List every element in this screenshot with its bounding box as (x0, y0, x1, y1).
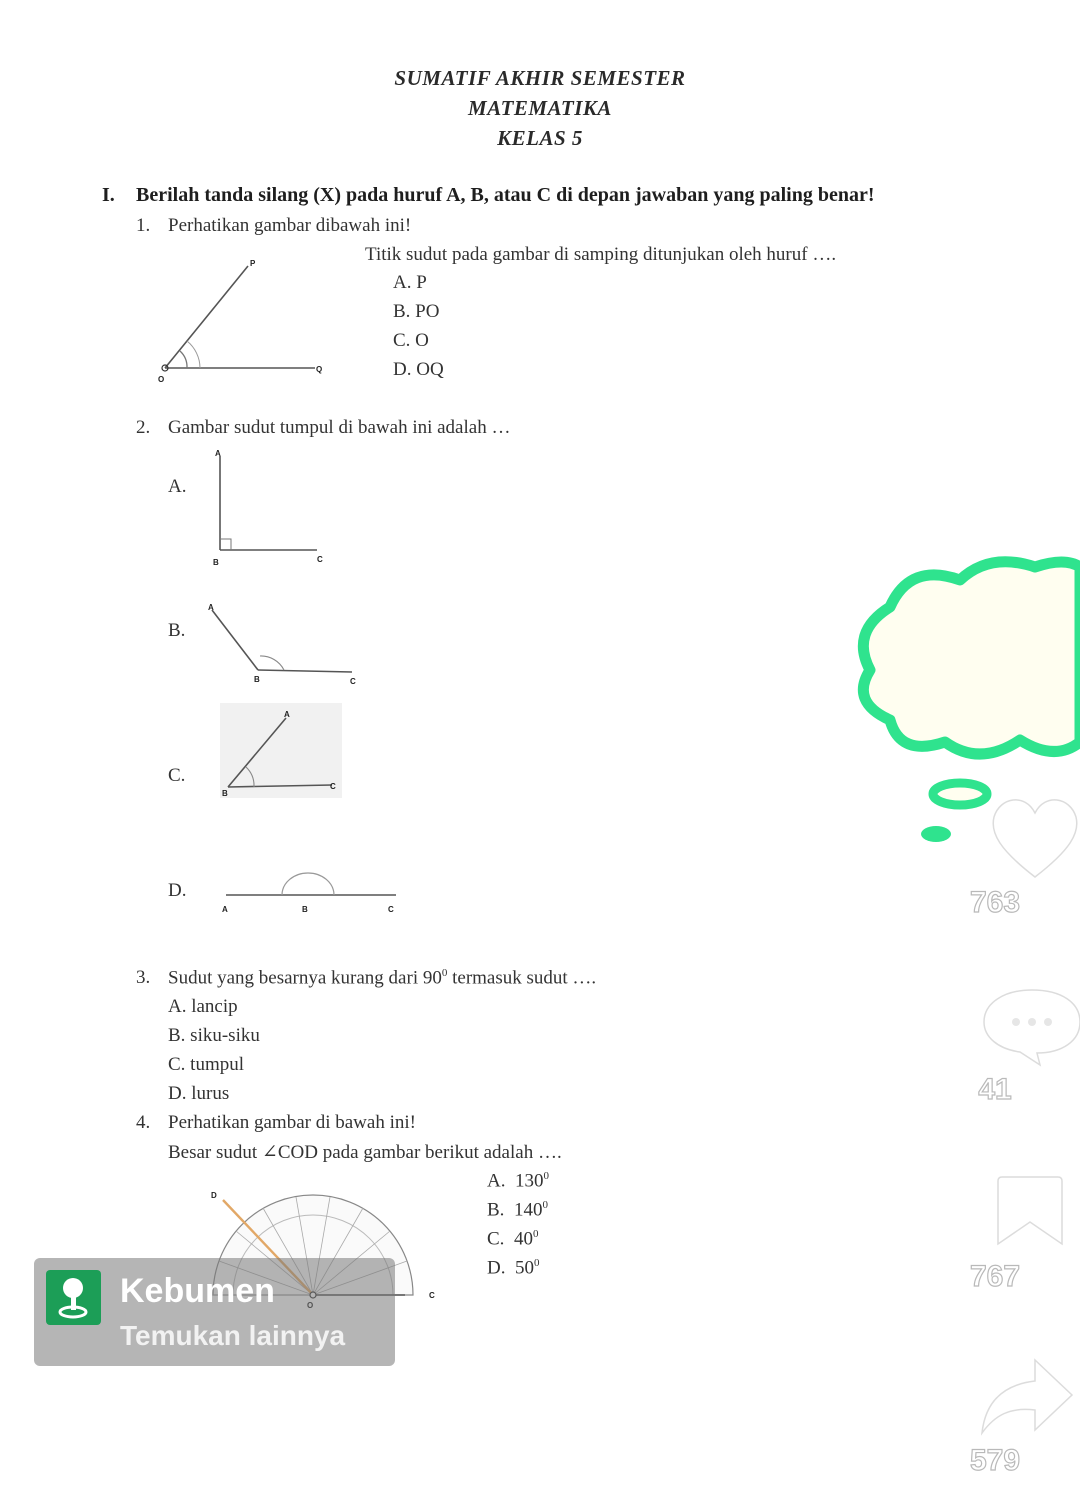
q4-label-c: C (429, 1291, 435, 1300)
q2b-label-c: C (350, 677, 356, 686)
q2-figure-a-right-angle (205, 448, 335, 573)
q2d-label-b: B (302, 905, 308, 914)
q1-label-p: P (250, 259, 256, 268)
q4-option-d-sup: 0 (533, 1257, 540, 1269)
q4-option-b-value: 140 (513, 1199, 543, 1221)
q4-prompt: Perhatikan gambar di bawah ini! (168, 1112, 416, 1133)
q1-prompt: Perhatikan gambar dibawah ini! (168, 215, 412, 236)
location-title: Kebumen (120, 1272, 275, 1310)
q2-option-a-letter: A. (168, 476, 187, 497)
q3-question-text: Sudut yang besarnya kurang dari 90 (168, 967, 442, 989)
q2a-label-b: B (213, 558, 219, 567)
q3-option-d: D. lurus (168, 1083, 230, 1104)
share-icon[interactable] (980, 1355, 1075, 1440)
comment-count: 41 (978, 1073, 1012, 1106)
q4-label-d: D (211, 1191, 217, 1200)
post-date: 03-27 (190, 1400, 283, 1441)
location-pin-icon (46, 1270, 101, 1325)
q2d-label-a: A (222, 905, 228, 914)
q4-option-b-sup: 0 (542, 1199, 548, 1211)
q3-option-b: B. siku-siku (168, 1025, 260, 1046)
q4-option-c-value: 40 (513, 1228, 533, 1250)
heart-icon[interactable] (990, 795, 1080, 885)
q1-number: 1. (136, 215, 151, 236)
q2-question: Gambar sudut tumpul di bawah ini adalah … (168, 417, 511, 438)
q4-option-a-sup: 0 (543, 1170, 549, 1182)
like-count: 763 (969, 886, 1021, 919)
q4-option-d-value: 50 (514, 1257, 534, 1279)
q4-question: Besar sudut ∠COD pada gambar berikut adalah …. (168, 1142, 562, 1163)
section-instruction: Berilah tanda silang (X) pada huruf A, B, atau C di depan jawaban yang paling benar! (136, 184, 875, 206)
doc-title-line2: MATEMATIKA (468, 96, 612, 120)
q2a-label-c: C (317, 555, 323, 564)
q2-number: 2. (136, 417, 151, 438)
q2d-label-c: C (388, 905, 394, 914)
q3-degree-sup: 0 (441, 967, 448, 979)
location-card[interactable] (34, 1258, 395, 1366)
q2c-label-a: A (284, 710, 290, 719)
q4-option-a-value: 130 (514, 1170, 544, 1192)
q1-option-c: C. O (393, 330, 429, 351)
q4-option-b-letter: B. (487, 1199, 505, 1221)
q2-option-c-letter: C. (168, 765, 186, 786)
side-action-bar (950, 0, 1080, 1494)
q1-option-b: B. PO (393, 301, 440, 322)
q2b-label-a: A (208, 603, 214, 612)
q4-option-c-letter: C. (487, 1228, 505, 1250)
q1-option-a: A. P (393, 272, 427, 293)
q4-option-b (487, 1199, 548, 1221)
comment-icon[interactable] (982, 985, 1080, 1070)
q1-option-d: D. OQ (393, 359, 444, 380)
q2-option-d-letter: D. (168, 880, 187, 901)
q4-option-c-sup: 0 (532, 1228, 539, 1240)
q3-question (168, 967, 596, 989)
save-count: 767 (969, 1260, 1021, 1293)
q3-number: 3. (136, 967, 151, 988)
q4-option-d-letter: D. (487, 1257, 506, 1279)
q3-option-c: C. tumpul (168, 1054, 245, 1075)
q1-question: Titik sudut pada gambar di samping ditunjukan oleh huruf …. (365, 244, 837, 265)
section-roman: I. (102, 184, 115, 206)
q1-label-q: Q (316, 365, 323, 374)
q3-option-a: A. lancip (168, 996, 238, 1017)
doc-title-line3: KELAS 5 (497, 126, 583, 150)
share-count: 579 (969, 1444, 1021, 1477)
location-subtitle[interactable]: Temukan lainnya (120, 1320, 346, 1351)
q2-figure-d-straight (220, 862, 410, 917)
q4-number: 4. (136, 1112, 151, 1133)
doc-title-line1: SUMATIF AKHIR SEMESTER (394, 66, 686, 90)
q2-figure-c-acute (220, 703, 342, 798)
q4-option-a (487, 1170, 549, 1192)
q2-option-b-letter: B. (168, 620, 186, 641)
q4-option-c (487, 1228, 538, 1250)
q1-angle-figure (150, 250, 340, 390)
q2-figure-b-obtuse (200, 600, 370, 690)
bookmark-icon[interactable] (990, 1172, 1070, 1252)
q2b-label-b: B (254, 675, 260, 684)
q1-label-o: O (158, 375, 165, 384)
q4-option-d (487, 1257, 539, 1279)
q2c-label-c: C (330, 782, 336, 791)
q3-question-tail: termasuk sudut …. (447, 967, 597, 989)
q2a-label-a: A (215, 449, 221, 458)
q4-option-a-letter: A. (487, 1170, 506, 1192)
q2c-label-b: B (222, 789, 228, 798)
